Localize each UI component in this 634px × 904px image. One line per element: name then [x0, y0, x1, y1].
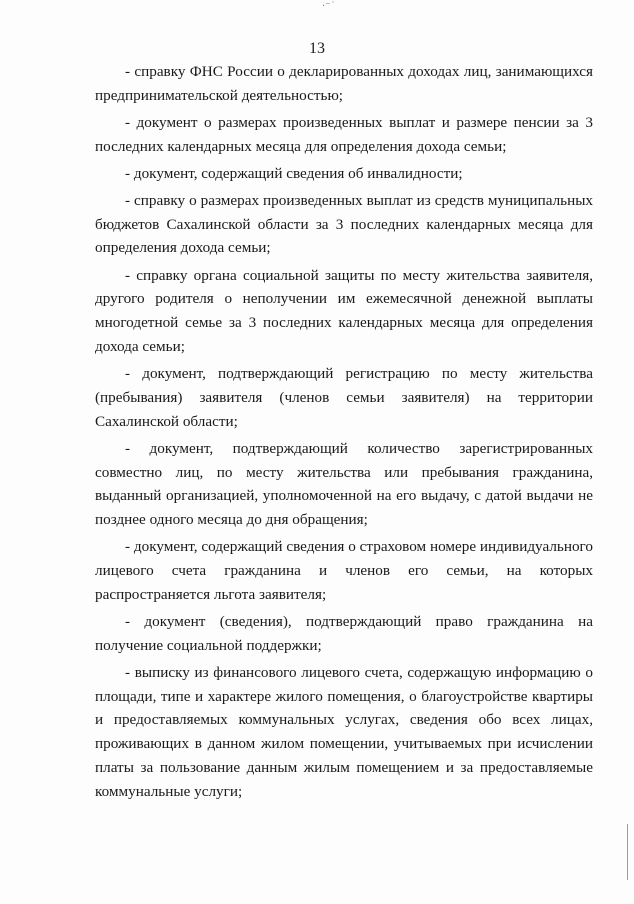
scan-artifact-mark: ·⁻˙	[322, 1, 336, 12]
paragraph-municipal-payments-certificate: - справку о размерах произведенных выплат из средств муниципальных бюджетов Сахалинской области за 3 последних календарных месяца для определения дохода семьи;	[95, 191, 593, 257]
paragraph-fns-income-certificate: - справку ФНС России о декларированных доходах лиц, занимающихся предпринимательской деятельностью;	[95, 63, 593, 104]
paragraph-disability-document: - документ, содержащий сведения об инвалидности;	[125, 164, 463, 182]
paragraph-registered-persons-document: - документ, подтверждающий количество зарегистрированных совместно лиц, по месту жительства или пребывания гражданина, выданный организацией, уполномоченной на его выдачу, с датой выдачи не позднее одного месяца до дня обращения;	[95, 439, 593, 529]
paragraph-registration-document: - документ, подтверждающий регистрацию по месту жительства (пребывания) заявителя (членов семьи заявителя) на территории Сахалинской области;	[95, 365, 593, 430]
paragraph-social-support-right-document: - документ (сведения), подтверждающий право гражданина на получение социальной поддержки;	[95, 612, 593, 654]
page-number: 13	[309, 40, 325, 57]
paragraph-social-protection-certificate: - справку органа социальной защиты по месту жительства заявителя, другого родителя о неполучении им ежемесячной денежной выплаты многодетной семье за 3 последних календарных месяца для определения дохода семьи;	[95, 266, 593, 355]
paragraph-pension-payments-document: - документ о размерах произведенных выплат и размере пенсии за 3 последних календарных месяца для определения дохода семьи;	[95, 113, 593, 155]
paragraph-insurance-number-document: - документ, содержащий сведения о страховом номере индивидуального лицевого счета гражданина и членов его семьи, на которых распространяется льгота заявителя;	[95, 538, 593, 603]
paragraph-financial-account-extract: - выписку из финансового лицевого счета, содержащую информацию о площади, типе и характере жилого помещения, о благоустройстве квартиры и предоставляемых коммунальных услугах, сведения обо всех лицах, проживающих в данном жилом помещении, учитываемых при исчислении платы за пользование данным жилым помещением и за предоставляемые коммунальные услуги;	[95, 663, 593, 800]
scan-edge-line	[627, 824, 628, 880]
document-body	[95, 60, 593, 807]
